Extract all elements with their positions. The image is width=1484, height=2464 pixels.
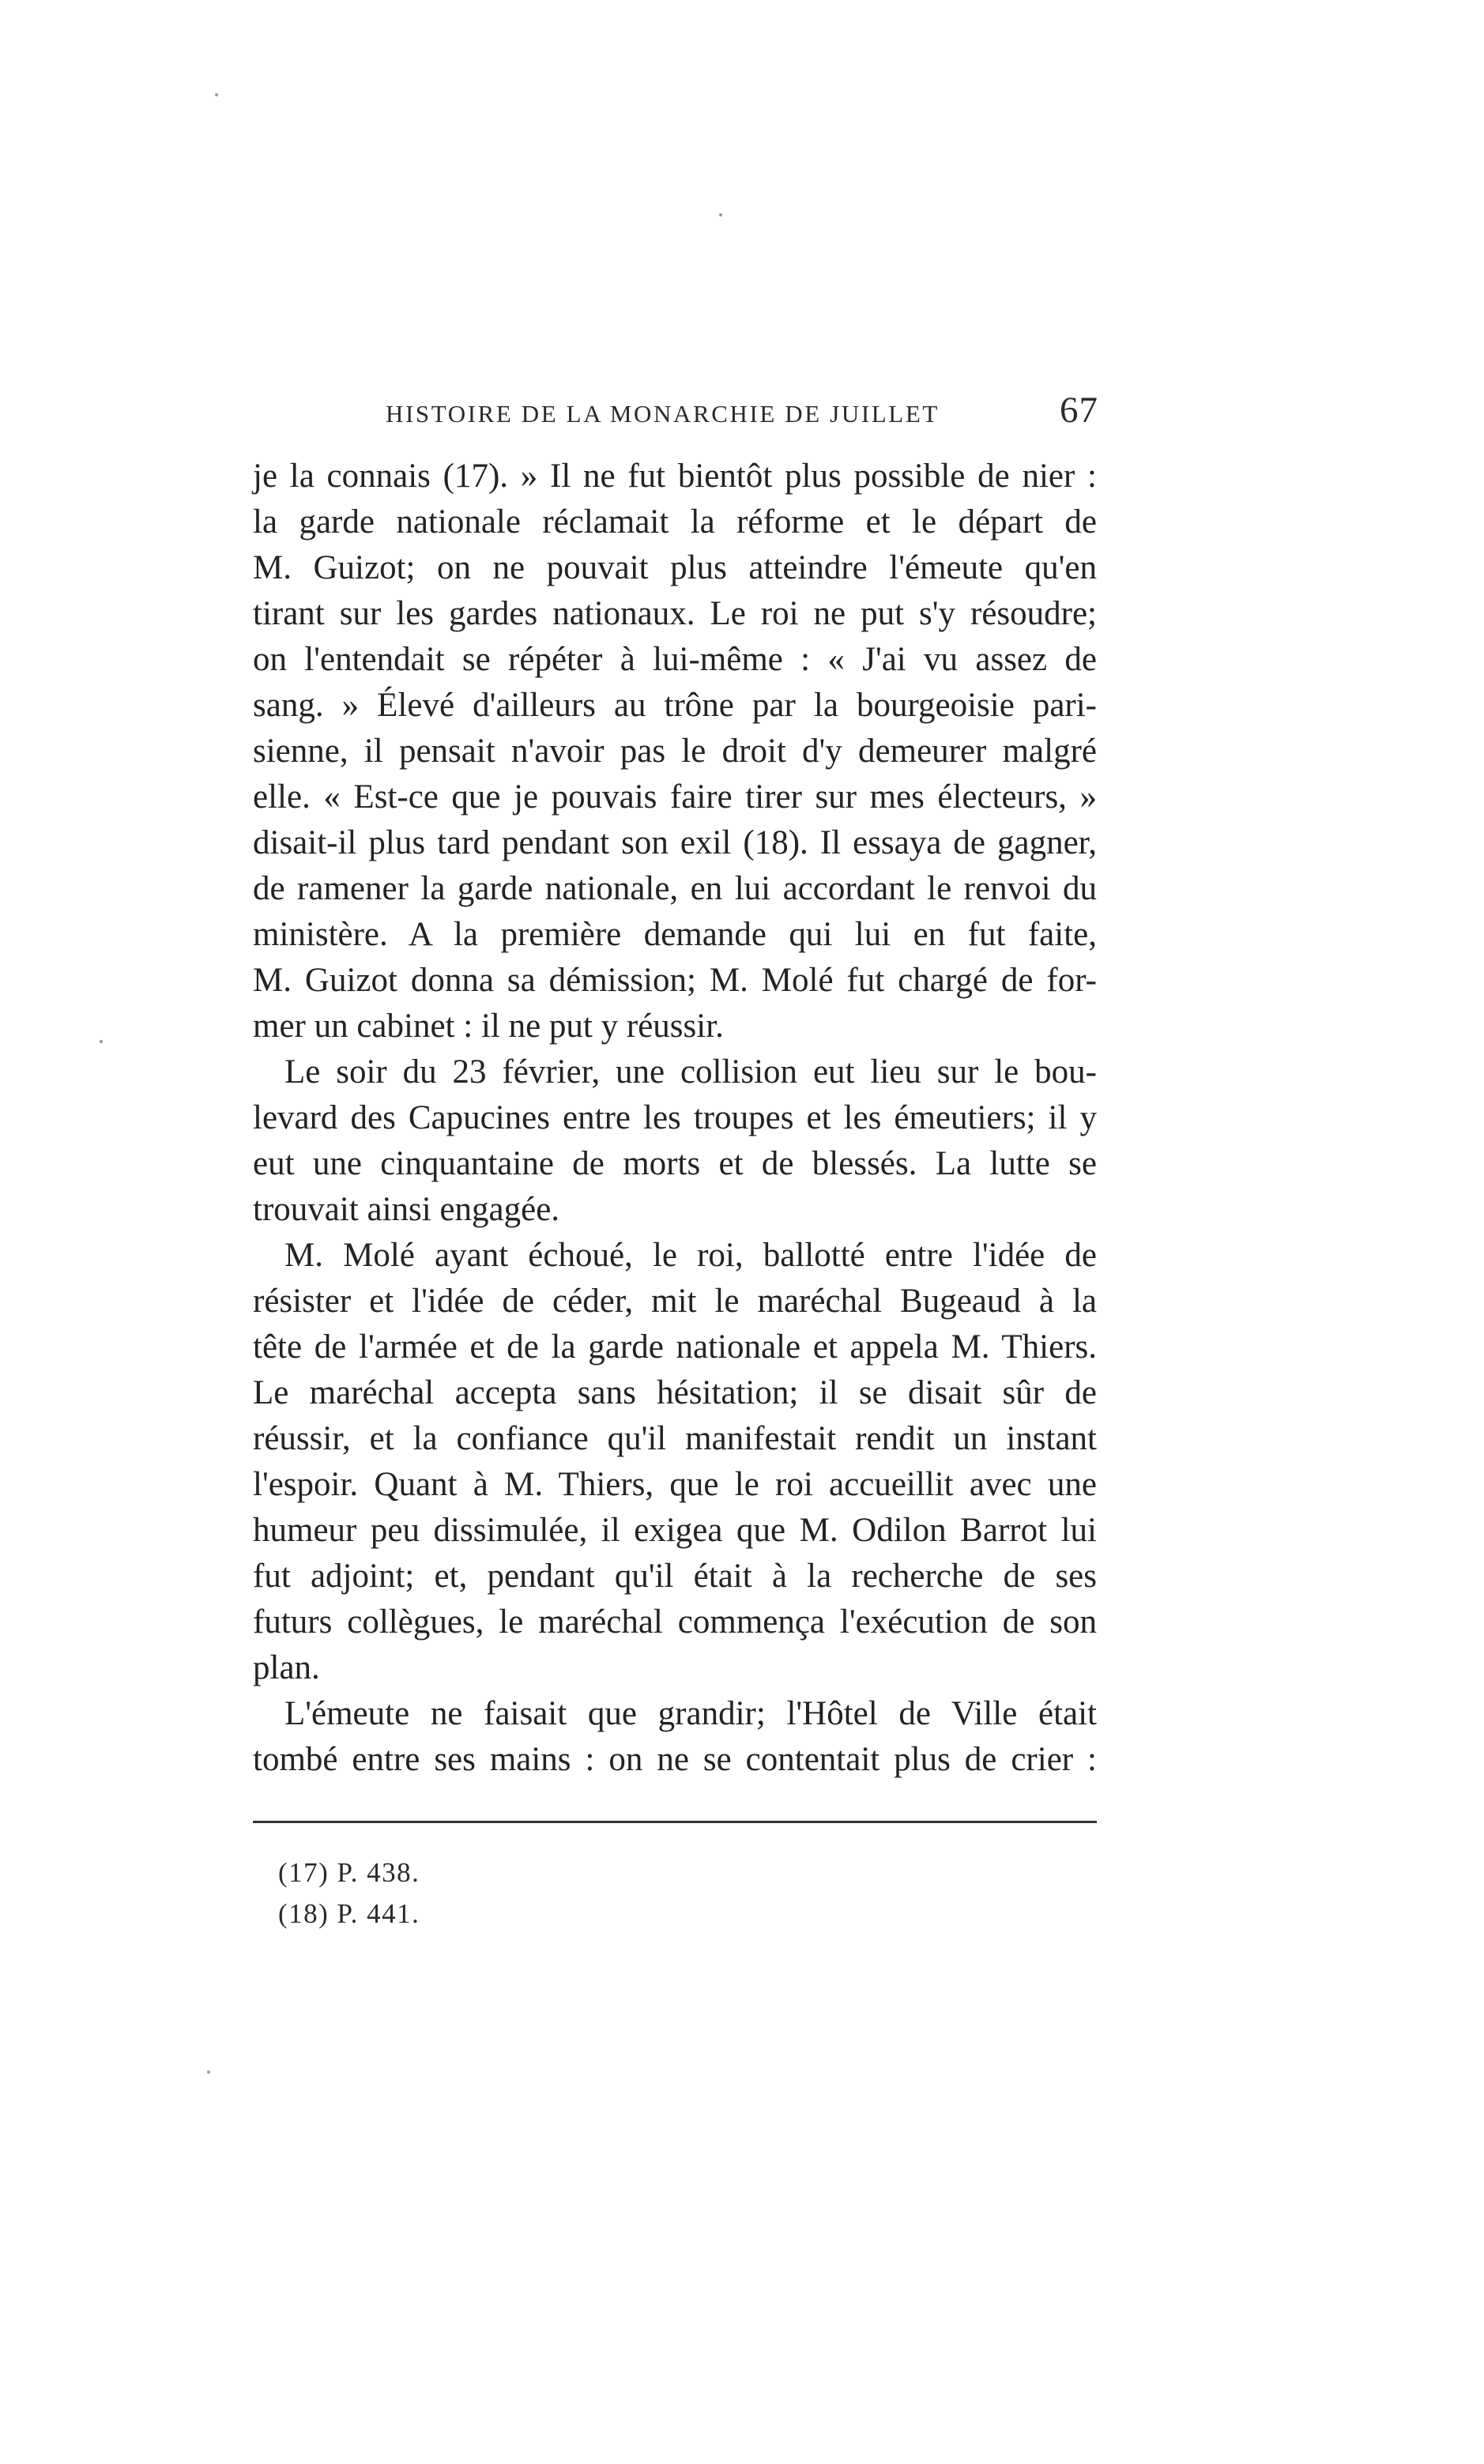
text-line: M. Molé ayant échoué, le roi, ballotté entre l'idée de (284, 1237, 1097, 1274)
text-line: L'émeute ne faisait que grandir; l'Hôtel de Ville était (284, 1695, 1097, 1732)
text-line: Le soir du 23 février, une collision eut lieu sur le bou- (284, 1053, 1097, 1091)
text-line: elle. « Est-ce que je pouvais faire tirer sur mes électeurs, » (253, 778, 1097, 816)
text-line: réussir, et la confiance qu'il manifestait rendit un instant (253, 1420, 1097, 1457)
text-line: ministère. A la première demande qui lui en fut faite, (253, 916, 1097, 953)
text-line: trouvait ainsi engagée. (253, 1191, 560, 1228)
paper-speck (215, 93, 218, 96)
paper-speck (207, 2070, 210, 2074)
text-line: de ramener la garde nationale, en lui accordant le renvoi du (253, 870, 1097, 907)
text-line: Le maréchal accepta sans hésitation; il se disait sûr de (253, 1374, 1097, 1411)
paragraph (253, 1049, 1097, 1233)
paper-speck (100, 1040, 103, 1043)
text-line: plan. (253, 1649, 320, 1686)
text-line: l'espoir. Quant à M. Thiers, que le roi accueillit avec une (253, 1466, 1097, 1503)
paragraph (253, 1691, 1097, 1783)
text-line: je la connais (17). » Il ne fut bientôt plus possible de nier : (253, 458, 1097, 495)
text-line: la garde nationale réclamait la réforme et le départ de (253, 503, 1097, 541)
running-title: HISTOIRE DE LA MONARCHIE DE JUILLET (386, 400, 940, 428)
footnote-divider (253, 1821, 1097, 1823)
text-line: on l'entendait se répéter à lui-même : « J'ai vu assez de (253, 641, 1097, 678)
page-header (253, 379, 1098, 443)
text-line: futurs collègues, le maréchal commença l'exécution de son (253, 1603, 1097, 1641)
paper-speck (719, 213, 722, 217)
text-line: M. Guizot; on ne pouvait plus atteindre l'émeute qu'en (253, 549, 1097, 586)
footnotes (278, 1852, 420, 1935)
footnote: (18) P. 441. (278, 1898, 420, 1929)
text-line: disait-il plus tard pendant son exil (18). Il essaya de gagner, (253, 824, 1097, 861)
text-line: tirant sur les gardes nationaux. Le roi ne put s'y résoudre; (253, 595, 1097, 632)
text-line: tombé entre ses mains : on ne se contentait plus de crier : (253, 1741, 1097, 1778)
text-line: résister et l'idée de céder, mit le maréchal Bugeaud à la (253, 1283, 1097, 1320)
text-line: M. Guizot donna sa démission; M. Molé fut chargé de for- (253, 962, 1097, 999)
text-line: levard des Capucines entre les troupes et les émeutiers; il y (253, 1099, 1097, 1136)
text-line: tête de l'armée et de la garde nationale et appela M. Thiers. (253, 1328, 1097, 1366)
text-line: sienne, il pensait n'avoir pas le droit d'y demeurer malgré (253, 733, 1097, 770)
footnote: (17) P. 438. (278, 1857, 420, 1888)
paragraph (253, 454, 1097, 1049)
text-line: sang. » Élevé d'ailleurs au trône par la bourgeoisie pari- (253, 687, 1097, 724)
text-line: fut adjoint; et, pendant qu'il était à la recherche de ses (253, 1558, 1097, 1595)
body-text (253, 454, 1097, 1783)
page-number: 67 (1060, 390, 1098, 431)
paragraph (253, 1233, 1097, 1691)
text-line: mer un cabinet : il ne put y réussir. (253, 1008, 724, 1045)
text-line: humeur peu dissimulée, il exigea que M. Odilon Barrot lui (253, 1512, 1097, 1549)
text-line: eut une cinquantaine de morts et de blessés. La lutte se (253, 1145, 1097, 1182)
